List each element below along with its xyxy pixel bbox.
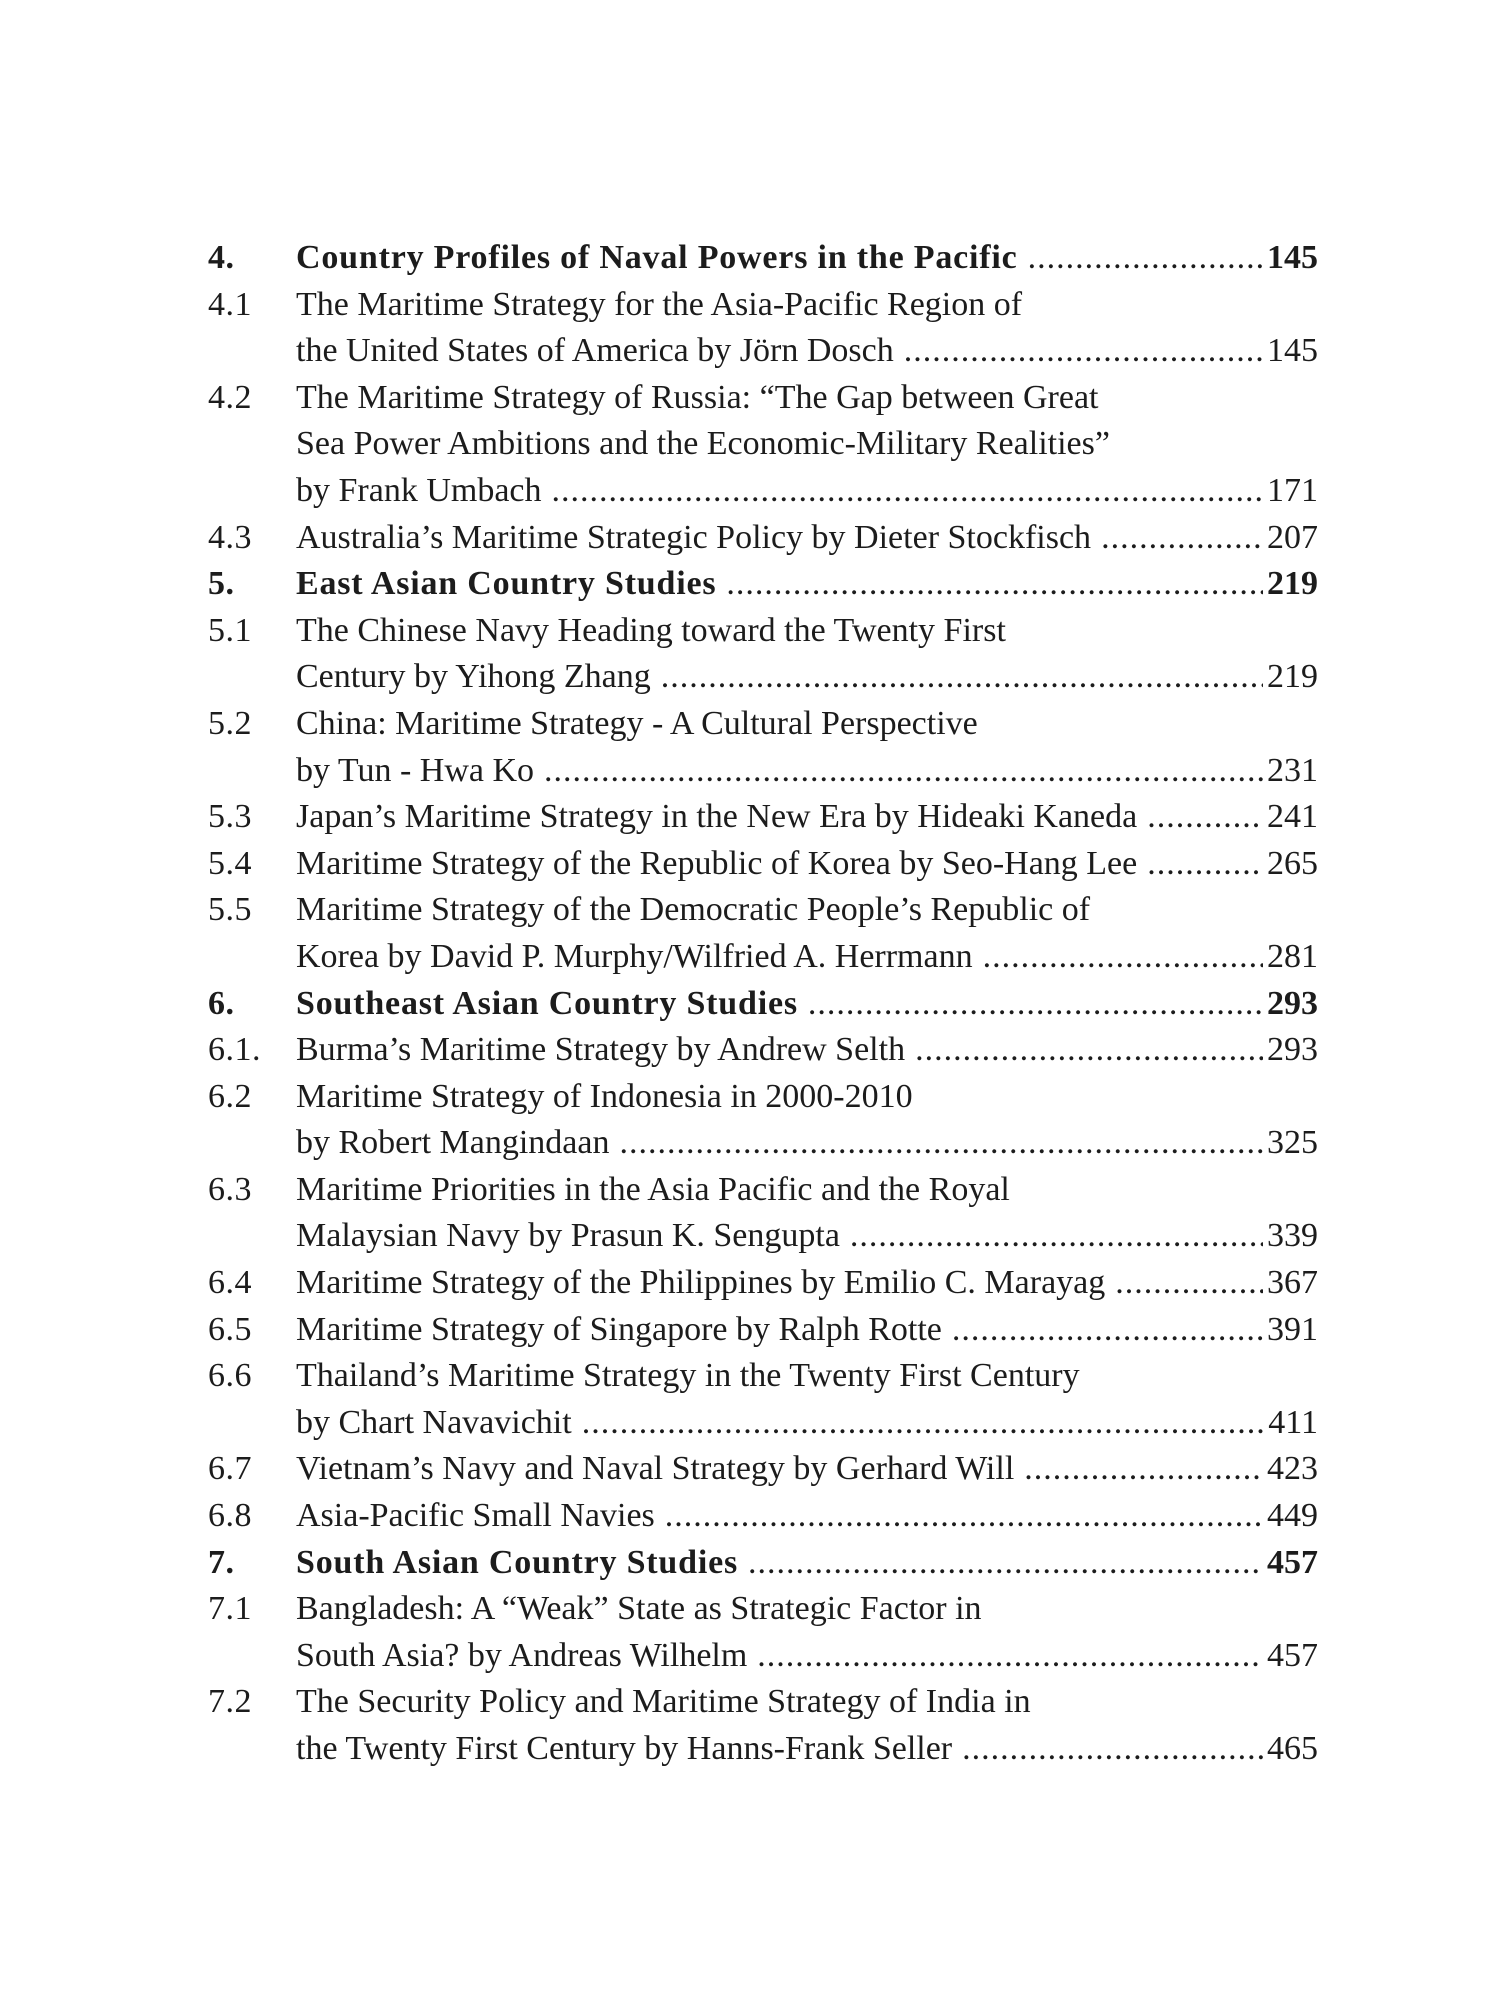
dot-leader	[962, 1726, 1263, 1773]
toc-page-number: 231	[1267, 751, 1318, 789]
toc-entry-title-line: by Tun - Hwa Ko	[296, 751, 535, 789]
toc-entry-number: 5.3	[208, 798, 252, 836]
toc-entry	[208, 887, 1318, 980]
toc-entry-body	[296, 1679, 1318, 1772]
toc-entry-title-line: South Asia? by Andreas Wilhelm	[296, 1636, 748, 1674]
toc-page-number: 325	[1267, 1124, 1318, 1162]
toc-entry-last-line	[296, 1493, 1318, 1540]
toc-entry-last-line	[296, 654, 1318, 701]
toc-entry-number: 7.2	[208, 1683, 252, 1721]
toc-page-number: 449	[1267, 1497, 1318, 1535]
dot-leader	[661, 654, 1263, 701]
toc-entry-title-line: Maritime Strategy of the Democratic People’s Republic of	[296, 891, 1091, 929]
toc-chapter-heading	[208, 981, 1318, 1028]
toc-entry-last-line	[296, 794, 1318, 841]
toc-entry	[208, 375, 1318, 515]
toc-entry	[208, 1446, 1318, 1493]
toc-entry-title-line: by Chart Navavichit	[296, 1403, 572, 1441]
toc-entry-title-line: Japan’s Maritime Strategy in the New Era by Hideaki Kaneda	[296, 798, 1138, 836]
toc-page-number: 367	[1267, 1264, 1318, 1302]
toc-entry-title-line: Maritime Strategy of the Philippines by Emilio C. Marayag	[296, 1264, 1106, 1302]
dot-leader	[582, 1400, 1265, 1447]
toc-entry-last-line	[296, 1307, 1318, 1354]
toc-entry-title-line: Malaysian Navy by Prasun K. Sengupta	[296, 1217, 840, 1255]
toc-entry-title-line: Thailand’s Maritime Strategy in the Twenty First Century	[296, 1357, 1080, 1395]
toc-chapter-heading	[208, 235, 1318, 282]
toc-entry	[208, 1074, 1318, 1167]
toc-entry-number: 4.2	[208, 378, 252, 416]
toc-entry-last-line	[296, 1540, 1318, 1587]
toc-page-number: 293	[1267, 1031, 1318, 1069]
toc-entry-number: 6.	[208, 984, 235, 1022]
toc-entry-title-line: Australia’s Maritime Strategic Policy by Dieter Stockfisch	[296, 518, 1092, 556]
toc-entry-last-line	[296, 1726, 1318, 1773]
toc-entry	[208, 701, 1318, 794]
toc-page-number: 145	[1267, 239, 1318, 276]
toc-entry	[208, 1586, 1318, 1679]
toc-page-number: 219	[1267, 658, 1318, 696]
dot-leader	[952, 1307, 1263, 1354]
toc-entry	[208, 1027, 1318, 1074]
toc-page-number: 145	[1267, 332, 1318, 370]
toc-entry-last-line	[296, 468, 1318, 515]
toc-entry	[208, 841, 1318, 888]
toc-entry-number: 6.3	[208, 1170, 252, 1208]
toc-entry-title-line: Vietnam’s Navy and Naval Strategy by Gerhard Will	[296, 1450, 1015, 1488]
toc-entry-body	[296, 1353, 1318, 1446]
toc-entry	[208, 794, 1318, 841]
toc-entry-number: 7.1	[208, 1590, 252, 1628]
toc-entry-number: 4.	[208, 239, 235, 276]
dot-leader	[757, 1633, 1263, 1680]
toc-entry-body	[296, 515, 1318, 562]
toc-entry-title-line: Country Profiles of Naval Powers in the Pacific	[296, 239, 1018, 276]
toc-entry-number: 6.2	[208, 1077, 252, 1115]
toc-entry-body	[296, 561, 1318, 608]
toc-entry-last-line	[296, 1400, 1318, 1447]
toc-entry-title-line: The Maritime Strategy for the Asia-Pacific Region of	[296, 285, 1023, 323]
toc-entry-last-line	[296, 841, 1318, 888]
toc-entry-title-line: Maritime Strategy of Singapore by Ralph Rotte	[296, 1310, 942, 1348]
toc-entry-body	[296, 1586, 1318, 1679]
dot-leader	[1101, 515, 1263, 562]
toc-entry	[208, 515, 1318, 562]
toc-entry-title-line: Maritime Strategy of Indonesia in 2000-2010	[296, 1077, 913, 1115]
toc-page-number: 265	[1267, 844, 1318, 882]
toc-entry-title-line: South Asian Country Studies	[296, 1543, 739, 1581]
dot-leader	[620, 1120, 1264, 1167]
toc-entry	[208, 608, 1318, 701]
toc-entry-title-line: Bangladesh: A “Weak” State as Strategic Factor in	[296, 1590, 982, 1628]
toc-entry-last-line	[296, 235, 1318, 282]
toc-entry-last-line	[296, 1120, 1318, 1167]
toc-entry-body	[296, 1167, 1318, 1260]
toc-entry-number: 6.1.	[208, 1031, 261, 1069]
dot-leader	[1115, 1260, 1263, 1307]
toc-entry-last-line	[296, 1213, 1318, 1260]
toc-entry-body	[296, 1493, 1318, 1540]
toc-page-number: 207	[1267, 518, 1318, 556]
toc-entry-body	[296, 608, 1318, 701]
toc-entry-body	[296, 282, 1318, 375]
toc-entry	[208, 1679, 1318, 1772]
toc-entry-title-line: Maritime Strategy of the Republic of Korea by Seo-Hang Lee	[296, 844, 1138, 882]
toc-entry-title-line: the Twenty First Century by Hanns-Frank Seller	[296, 1730, 953, 1767]
toc-entry-title-line: The Chinese Navy Heading toward the Twenty First	[296, 611, 1006, 649]
toc-entry-title-line: The Security Policy and Maritime Strategy of India in	[296, 1683, 1031, 1721]
toc-entry-last-line	[296, 1260, 1318, 1307]
toc-entry-title-line: China: Maritime Strategy - A Cultural Perspective	[296, 704, 978, 742]
toc-entry	[208, 1307, 1318, 1354]
toc-entry-number: 4.3	[208, 518, 252, 556]
toc-entry-body	[296, 1260, 1318, 1307]
toc-page-number: 423	[1267, 1450, 1318, 1488]
toc-page-number: 457	[1267, 1543, 1318, 1581]
toc-entry	[208, 282, 1318, 375]
toc-entry-title-line: Maritime Priorities in the Asia Pacific and the Royal	[296, 1170, 1010, 1208]
toc-entry	[208, 1493, 1318, 1540]
toc-entry-last-line	[296, 981, 1318, 1028]
dot-leader	[808, 981, 1263, 1028]
toc-entry-last-line	[296, 515, 1318, 562]
toc-entry-number: 7.	[208, 1543, 235, 1581]
toc-entry-number: 4.1	[208, 285, 252, 323]
toc-entry-title-line: Burma’s Maritime Strategy by Andrew Selth	[296, 1031, 906, 1069]
toc-entry-last-line	[296, 748, 1318, 795]
toc-entry	[208, 1353, 1318, 1446]
toc-entry-body	[296, 1307, 1318, 1354]
toc-entry-body	[296, 841, 1318, 888]
toc-entry-last-line	[296, 934, 1318, 981]
toc-entry	[208, 1260, 1318, 1307]
toc-entry-title-line: by Robert Mangindaan	[296, 1124, 610, 1162]
toc-entry-title-line: the United States of America by Jörn Dosch	[296, 332, 894, 370]
toc-entry-number: 6.8	[208, 1497, 252, 1535]
toc-page-number: 293	[1267, 984, 1318, 1022]
toc-entry-last-line	[296, 328, 1318, 375]
toc-entry-title-line: Asia-Pacific Small Navies	[296, 1497, 655, 1535]
toc-entry-number: 5.5	[208, 891, 252, 929]
toc-entry-number: 6.6	[208, 1357, 252, 1395]
dot-leader	[552, 468, 1263, 515]
toc-entry-number: 6.7	[208, 1450, 252, 1488]
toc-entry-title-line: Century by Yihong Zhang	[296, 658, 651, 696]
dot-leader	[1147, 794, 1263, 841]
dot-leader	[1147, 841, 1263, 888]
toc-entry-title-line: Sea Power Ambitions and the Economic-Military Realities”	[296, 425, 1110, 463]
toc-entry-body	[296, 1027, 1318, 1074]
toc-page-number: 391	[1267, 1310, 1318, 1348]
toc-entry-number: 5.1	[208, 611, 252, 649]
toc-entry-body	[296, 887, 1318, 980]
toc-entry-number: 5.	[208, 565, 235, 603]
toc-chapter-heading	[208, 1540, 1318, 1587]
toc-entry-number: 6.5	[208, 1310, 252, 1348]
toc-page-number: 457	[1267, 1636, 1318, 1674]
toc-entry-last-line	[296, 1446, 1318, 1493]
toc-page-number: 411	[1268, 1403, 1318, 1441]
toc-entry-title-line: The Maritime Strategy of Russia: “The Gap between Great	[296, 378, 1099, 416]
dot-leader	[1024, 1446, 1263, 1493]
toc-entry-number: 6.4	[208, 1264, 252, 1302]
toc-page-number: 219	[1267, 565, 1318, 603]
toc-entry-body	[296, 794, 1318, 841]
dot-leader	[544, 748, 1263, 795]
dot-leader	[748, 1540, 1263, 1587]
dot-leader	[1028, 235, 1263, 282]
toc-entry-number: 5.4	[208, 844, 252, 882]
toc-chapter-heading	[208, 561, 1318, 608]
dot-leader	[850, 1213, 1263, 1260]
dot-leader	[915, 1027, 1263, 1074]
toc-page-number: 339	[1267, 1217, 1318, 1255]
table-of-contents	[208, 235, 1318, 1773]
toc-entry-body	[296, 701, 1318, 794]
toc-entry-body	[296, 1446, 1318, 1493]
toc-page-number: 281	[1267, 937, 1318, 975]
toc-entry-title-line: Southeast Asian Country Studies	[296, 984, 798, 1022]
dot-leader	[726, 561, 1263, 608]
toc-entry-number: 5.2	[208, 704, 252, 742]
toc-entry-last-line	[296, 1633, 1318, 1680]
dot-leader	[983, 934, 1263, 981]
toc-page-number: 171	[1267, 471, 1318, 509]
dot-leader	[665, 1493, 1263, 1540]
toc-entry-body	[296, 981, 1318, 1028]
toc-entry-title-line: East Asian Country Studies	[296, 565, 717, 603]
toc-entry-title-line: by Frank Umbach	[296, 471, 542, 509]
dot-leader	[904, 328, 1263, 375]
toc-entry-last-line	[296, 561, 1318, 608]
toc-entry-title-line: Korea by David P. Murphy/Wilfried A. Herrmann	[296, 937, 973, 975]
toc-entry-last-line	[296, 1027, 1318, 1074]
toc-page-number: 241	[1267, 798, 1318, 836]
toc-entry-body	[296, 375, 1318, 515]
toc-entry-body	[296, 1540, 1318, 1587]
toc-entry-body	[296, 235, 1318, 282]
toc-page-number: 465	[1267, 1730, 1318, 1767]
toc-entry-body	[296, 1074, 1318, 1167]
toc-entry	[208, 1167, 1318, 1260]
